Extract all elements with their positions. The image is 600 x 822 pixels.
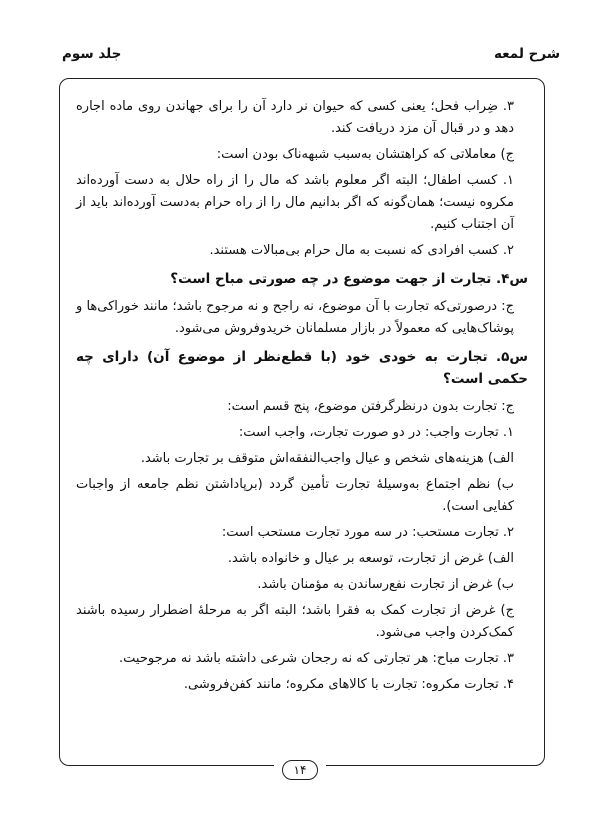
paragraph: ۴. تجارت مکروه: تجارت با کالاهای مکروه؛ مانند کفن‌فروشی. xyxy=(183,677,514,692)
paragraph: ۱. تجارت واجب: در دو صورت تجارت، واجب است: xyxy=(238,425,514,440)
paragraph: الف) غرض از تجارت، توسعه بر عیال و خانواده باشد. xyxy=(227,551,514,566)
answer-paragraph: ج: تجارت بدون درنظرگرفتن موضوع، پنج قسم است: xyxy=(227,399,514,414)
paragraph: ۲. تجارت مستحب: در سه مورد تجارت مستحب است: xyxy=(221,525,514,540)
page-body xyxy=(76,96,528,700)
running-header-volume: جلد سوم xyxy=(62,46,122,62)
answer-paragraph: ج: درصورتی‌که تجارت با آن موضوع، نه راجح و نه مرجوح باشد؛ مانند خوراکی‌ها و پوشاک‌هایی که معمولاً در بازار مسلمانان خریدوفروش می‌شود. xyxy=(76,299,514,336)
page-number: ۱۴ xyxy=(293,763,307,777)
paragraph: ج) معاملاتی که کراهتشان به‌سبب شبهه‌ناک بودن است: xyxy=(216,147,514,162)
paragraph: ۳. تجارت مباح: هر تجارتی که نه رجحان شرعی داشته باشد نه مرجوحیت. xyxy=(119,651,514,666)
paragraph: ۳. ضِراب فحل؛ یعنی کسی که حیوان نر دارد آن را برای جهاندن روی ماده اجاره دهد و در قبال آن مزد دریافت کند. xyxy=(76,99,514,136)
paragraph: ۲. کسب افرادی که نسبت به مال حرام بی‌مبالات هستند. xyxy=(209,243,514,258)
paragraph: ب) نظم اجتماع به‌وسیلهٔ تجارت تأمین گردد (برپاداشتن نظم جامعه از واجبات کفایی است). xyxy=(76,477,514,514)
paragraph: ج) غرض از تجارت کمک به فقرا باشد؛ البته اگر به مرحلهٔ اضطرار رسیده باشند کمک‌کردن واجب می‌شود. xyxy=(76,603,514,640)
paragraph: الف) هزینه‌های شخص و عیال واجب‌النفقه‌اش متوقف بر تجارت باشد. xyxy=(140,451,514,466)
paragraph: ب) غرض از تجارت نفع‌رساندن به مؤمنان باشد. xyxy=(257,577,514,592)
question-heading: س۴. تجارت از جهت موضوع در چه صورتی مباح است؟ xyxy=(170,271,528,287)
running-header-title: شرح لمعه xyxy=(493,46,560,62)
paragraph: ۱. کسب اطفال؛ البته اگر معلوم باشد که مال را از راه حلال به دست آورده‌اند مکروه نیست؛ همان‌گونه که اگر بدانیم مال را از راه حرام به‌دست آورده‌اند باید از آن اجتناب کنیم. xyxy=(76,173,514,232)
question-heading: س۵. تجارت به خودی خود (با قطع‌نظر از موضوع آن) دارای چه حکمی است؟ xyxy=(76,349,528,387)
